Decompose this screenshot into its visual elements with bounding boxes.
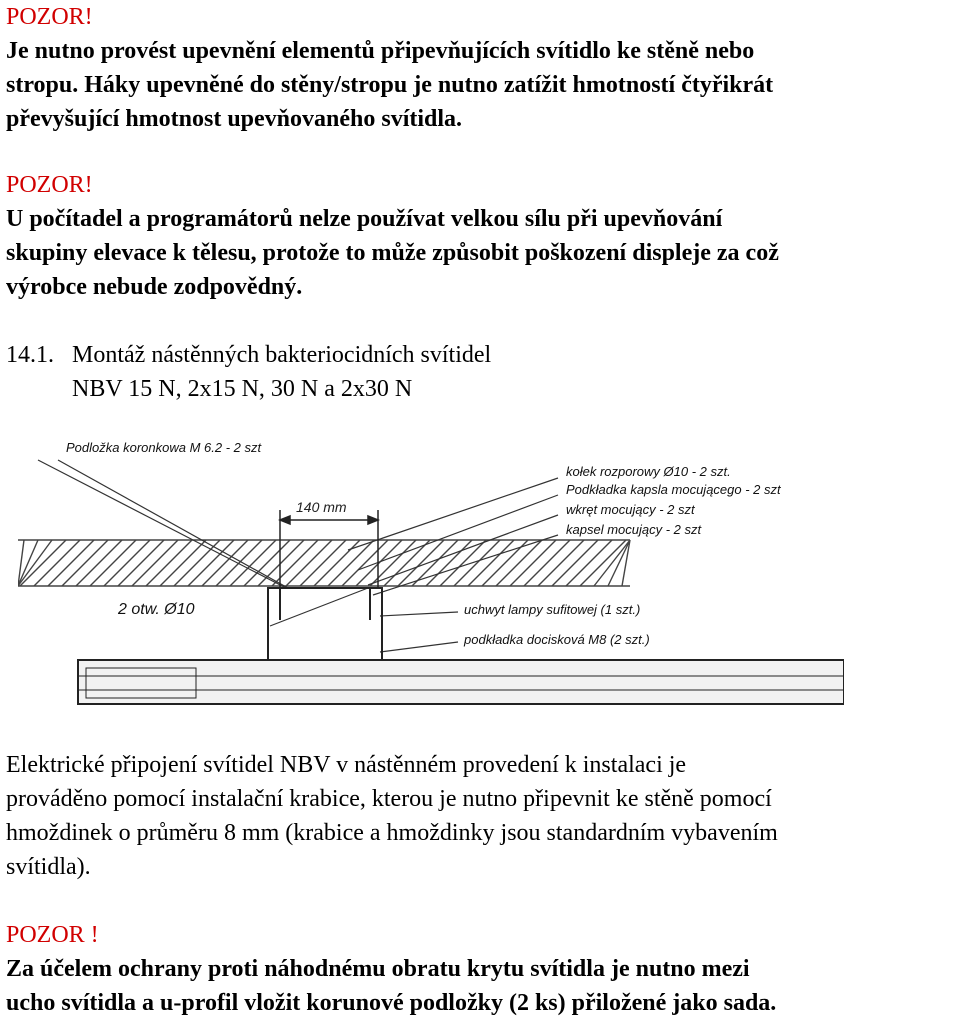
warning-text-line: ucho svítidla a u-profil vložit korunové podložky (2 ks) přiložené jako sada. [6,990,777,1016]
paragraph-line: hmoždinek o průměru 8 mm (krabice a hmoždinky jsou standardním vybavením [6,820,778,846]
section-title: Montáž nástěnných bakteriocidních svítidel [72,342,492,368]
nut-label: podkładka docisková M8 (2 szt.) [464,632,650,647]
paragraph-line: prováděno pomocí instalační krabice, kterou je nutno připevnit ke stěně pomocí [6,786,772,812]
warning-block-2 [6,168,960,304]
warning-text-line: Je nutno provést upevnění elementů připevňujících svítidlo ke stěně nebo [6,38,755,64]
holder-label: uchwyt lampy sufitowej (1 szt.) [464,602,641,617]
section-number: 14.1. [6,342,54,368]
warning-label: POZOR! [6,4,93,30]
washer-label: Podložka koronkowa M 6.2 - 2 szt [66,440,262,455]
lamp-body [78,660,844,704]
warning-text-line: převyšující hmotnost upevňovaného svítidla. [6,106,463,132]
part-label: kołek rozporowy Ø10 - 2 szt. [566,464,731,479]
section-subtitle: NBV 15 N, 2x15 N, 30 N a 2x30 N [72,376,413,402]
warning-label: POZOR ! [6,922,99,948]
warning-text-line: výrobce nebude zodpovědný. [6,274,303,300]
warning-text-line: stropu. Háky upevněné do stěny/stropu je nutno zatížit hmotností čtyřikrát [6,72,774,98]
warning-text-line: Za účelem ochrany proti náhodnému obratu krytu svítidla je nutno mezi [6,956,750,982]
connection-paragraph [6,748,960,884]
paragraph-line: Elektrické připojení svítidel NBV v nástěnném provedení k instalaci je [6,752,687,778]
part-label: Podkładka kapsla mocującego - 2 szt [566,482,781,497]
section-heading [6,338,491,406]
warning-text-line: skupiny elevace k tělesu, protože to může způsobit poškození displeje za což [6,240,779,266]
warning-block-1 [6,0,960,136]
dimension-label: 140 mm [296,499,347,515]
mounting-diagram [18,420,844,740]
warning-label: POZOR! [6,172,93,198]
warning-text-line: U počítadel a programátorů nelze používat velkou sílu při upevňování [6,206,723,232]
part-label: wkręt mocujący - 2 szt [566,502,695,517]
paragraph-line: svítidla). [6,854,91,880]
warning-block-3 [6,918,960,1020]
part-label: kapsel mocujący - 2 szt [566,522,702,537]
holes-label: 2 otw. Ø10 [118,601,195,618]
